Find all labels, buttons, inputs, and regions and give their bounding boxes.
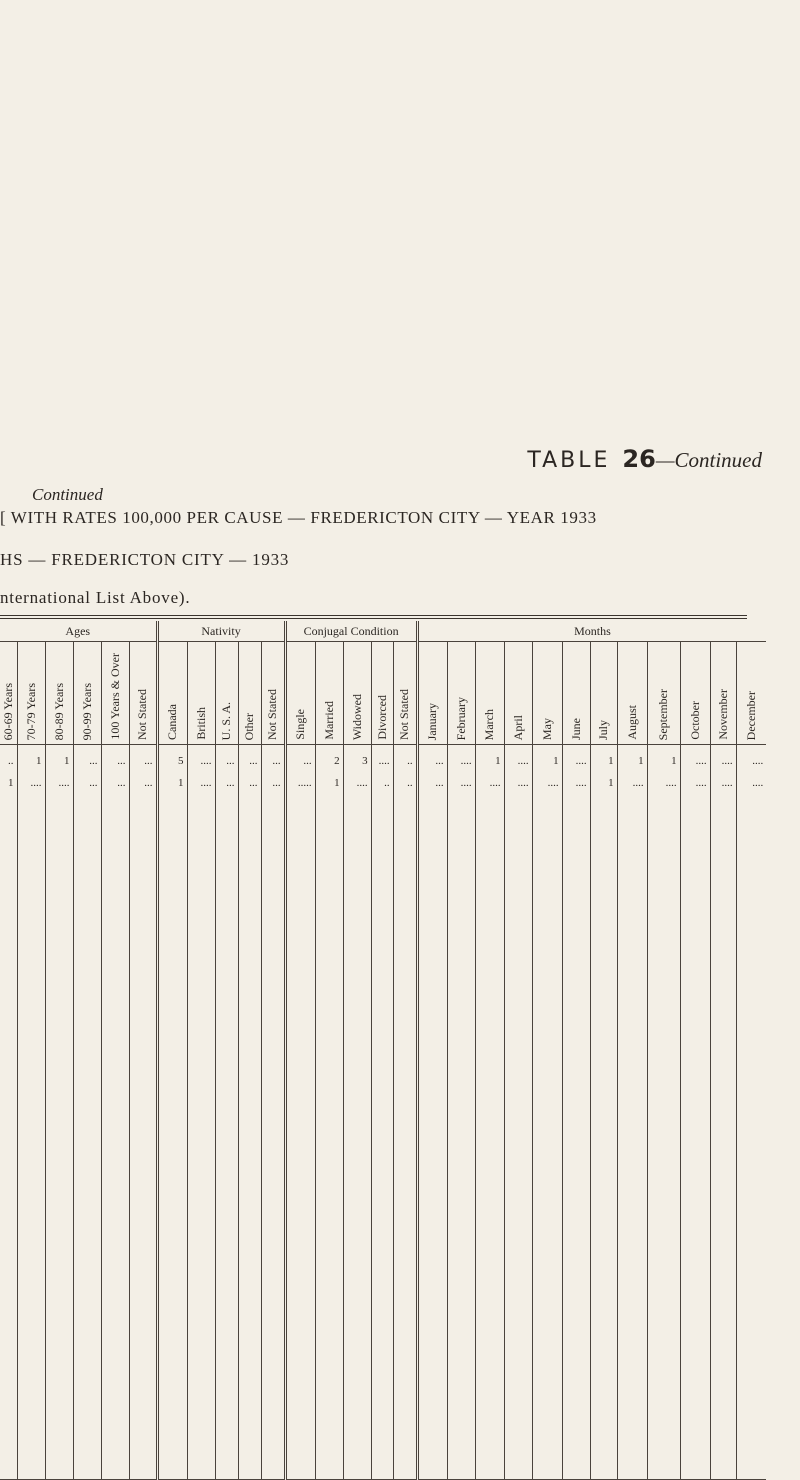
table-top-rule bbox=[0, 615, 747, 616]
table-cell: 1 bbox=[8, 777, 14, 789]
table-cell: 3 bbox=[343, 745, 371, 768]
col-header: Not Stated bbox=[393, 642, 417, 745]
table-cell: .. bbox=[393, 767, 417, 789]
table-cell: .... bbox=[187, 767, 215, 789]
col-header: U. S. A. bbox=[215, 642, 238, 745]
table-cell-empty bbox=[590, 789, 617, 1480]
col-header: June bbox=[562, 642, 590, 745]
table-cell: ... bbox=[129, 767, 157, 789]
col-header: October bbox=[680, 642, 710, 745]
table-cell: .... bbox=[532, 767, 562, 789]
table-cell-empty bbox=[680, 789, 710, 1480]
col-header: Widowed bbox=[343, 642, 371, 745]
table-cell: 1 bbox=[617, 745, 647, 768]
table-cell-empty bbox=[617, 789, 647, 1480]
col-header: August bbox=[617, 642, 647, 745]
table-cell-empty bbox=[238, 789, 261, 1480]
col-header: May bbox=[532, 642, 562, 745]
table-cell: .... bbox=[447, 767, 475, 789]
table-cell-empty bbox=[447, 789, 475, 1480]
col-header: November bbox=[710, 642, 736, 745]
table-cell-empty bbox=[101, 789, 129, 1480]
table-cell-empty bbox=[562, 789, 590, 1480]
table-cell: ... bbox=[417, 745, 447, 768]
table-cell: 1 bbox=[315, 767, 343, 789]
table-cell: ... bbox=[285, 745, 315, 768]
table-cell: ... bbox=[261, 745, 285, 768]
table-cell: ... bbox=[101, 745, 129, 768]
table-cell-empty bbox=[532, 789, 562, 1480]
table-cell: 1 bbox=[45, 745, 73, 768]
col-header: Not Stated bbox=[129, 642, 157, 745]
deaths-heading: HS — FREDERICTON CITY — 1933 bbox=[0, 550, 290, 569]
table-cell: .... bbox=[680, 767, 710, 789]
table-cell: .... bbox=[504, 767, 532, 789]
table-cell-empty bbox=[475, 789, 504, 1480]
table-cell-empty bbox=[647, 789, 680, 1480]
table-cell: .... bbox=[504, 745, 532, 768]
col-header: February bbox=[447, 642, 475, 745]
statistics-table bbox=[0, 621, 766, 1480]
table-cell: 1 bbox=[17, 745, 45, 768]
col-header: April bbox=[504, 642, 532, 745]
cause-heading: [ WITH RATES 100,000 PER CAUSE — FREDERICTON CITY — YEAR 1933 bbox=[0, 508, 597, 527]
table-cell-empty bbox=[371, 789, 393, 1480]
table-cell-empty bbox=[393, 789, 417, 1480]
group-ages: Ages bbox=[0, 621, 157, 642]
table-cell: .. bbox=[393, 745, 417, 768]
table-cell: .... bbox=[647, 767, 680, 789]
table-cell: ... bbox=[261, 767, 285, 789]
col-header: 70-79 Years bbox=[17, 642, 45, 745]
table-cell: .... bbox=[187, 745, 215, 768]
table-cell: ... bbox=[73, 745, 101, 768]
table-cell: .... bbox=[562, 767, 590, 789]
table-cell: ... bbox=[215, 745, 238, 768]
table-cell-empty bbox=[417, 789, 447, 1480]
table-cell-empty bbox=[17, 789, 45, 1480]
col-header: 60-69 Years bbox=[0, 642, 17, 745]
col-header: July bbox=[590, 642, 617, 745]
group-nativity: Nativity bbox=[157, 621, 285, 642]
table-cell: ... bbox=[73, 767, 101, 789]
international-list-note: nternational List Above). bbox=[0, 588, 191, 607]
table-cell: .. bbox=[371, 767, 393, 789]
table-cell-empty bbox=[315, 789, 343, 1480]
table-cell-empty bbox=[73, 789, 101, 1480]
table-cell-empty bbox=[261, 789, 285, 1480]
table-cell: .. bbox=[8, 755, 14, 767]
col-header: 80-89 Years bbox=[45, 642, 73, 745]
table-cell: ... bbox=[238, 767, 261, 789]
table-word: TABLE bbox=[527, 448, 611, 473]
table-cell-empty bbox=[45, 789, 73, 1480]
table-cell: .... bbox=[45, 767, 73, 789]
table-cell: ... bbox=[417, 767, 447, 789]
col-header: Canada bbox=[157, 642, 187, 745]
col-header: January bbox=[417, 642, 447, 745]
table-cell: 1 bbox=[590, 767, 617, 789]
col-header: Not Stated bbox=[261, 642, 285, 745]
table-cell-empty bbox=[504, 789, 532, 1480]
table-cell: 2 bbox=[315, 745, 343, 768]
table-cell: .... bbox=[562, 745, 590, 768]
table-top-rule-inner bbox=[0, 618, 747, 619]
table-cell-empty bbox=[736, 789, 766, 1480]
table-cell: 1 bbox=[647, 745, 680, 768]
col-header: Single bbox=[285, 642, 315, 745]
col-header: September bbox=[647, 642, 680, 745]
table-cell: ... bbox=[238, 745, 261, 768]
table-title bbox=[527, 445, 762, 474]
table-cell: .... bbox=[617, 767, 647, 789]
table-cell-empty bbox=[343, 789, 371, 1480]
col-header: British bbox=[187, 642, 215, 745]
continued-label: —Continued bbox=[655, 448, 762, 472]
table-cell: .... bbox=[736, 767, 766, 789]
table-cell: 1 bbox=[475, 745, 504, 768]
table-cell: .... bbox=[17, 767, 45, 789]
table-blank-area bbox=[0, 789, 766, 1480]
table-cell: 1 bbox=[532, 745, 562, 768]
table-cell: .... bbox=[371, 745, 393, 768]
col-header: December bbox=[736, 642, 766, 745]
table-cell: .... bbox=[475, 767, 504, 789]
group-conjugal: Conjugal Condition bbox=[285, 621, 417, 642]
table-cell: .... bbox=[680, 745, 710, 768]
col-header: Divorced bbox=[371, 642, 393, 745]
table-cell: .... bbox=[447, 745, 475, 768]
table-cell-empty bbox=[215, 789, 238, 1480]
table-cell: ... bbox=[215, 767, 238, 789]
group-months: Months bbox=[417, 621, 766, 642]
table-row bbox=[0, 767, 766, 789]
table-cell: 5 bbox=[157, 745, 187, 768]
table-cell: .... bbox=[710, 745, 736, 768]
table-cell: 1 bbox=[590, 745, 617, 768]
table-cell: .... bbox=[343, 767, 371, 789]
continued-subtitle: Continued bbox=[32, 485, 103, 504]
col-header: March bbox=[475, 642, 504, 745]
column-header-row bbox=[0, 642, 766, 745]
table-cell-empty bbox=[129, 789, 157, 1480]
col-header: 90-99 Years bbox=[73, 642, 101, 745]
col-header: 100 Years & Over bbox=[101, 642, 129, 745]
table-cell: .... bbox=[736, 745, 766, 768]
table-cell: ..... bbox=[285, 767, 315, 789]
table-cell: .... bbox=[710, 767, 736, 789]
table-cell-empty bbox=[157, 789, 187, 1480]
table-cell-empty bbox=[0, 789, 17, 1480]
table-number: 26 bbox=[622, 445, 656, 473]
table-cell: ... bbox=[129, 745, 157, 768]
col-header: Other bbox=[238, 642, 261, 745]
group-header-row bbox=[0, 621, 766, 642]
table-cell: 1 bbox=[157, 767, 187, 789]
table-row bbox=[0, 745, 766, 768]
table-cell-empty bbox=[285, 789, 315, 1480]
table-cell: ... bbox=[101, 767, 129, 789]
table-cell-empty bbox=[187, 789, 215, 1480]
col-header: Married bbox=[315, 642, 343, 745]
table-cell-empty bbox=[710, 789, 736, 1480]
